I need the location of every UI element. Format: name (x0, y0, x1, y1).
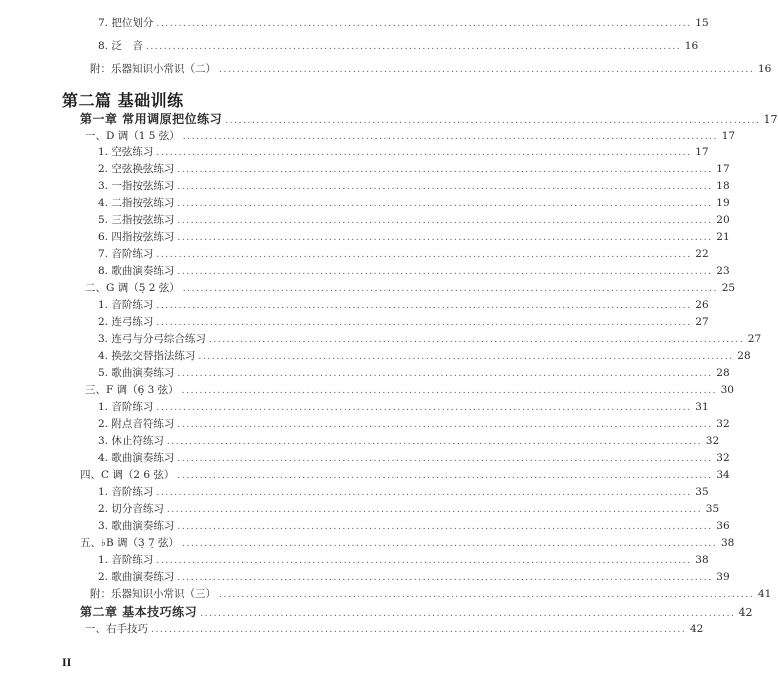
toc-page-number: 17 (763, 113, 778, 126)
toc-entry-title: 1. 空弦练习 (98, 146, 154, 158)
toc-page-number: 17 (716, 163, 730, 175)
toc-page-number: 15 (695, 17, 709, 29)
toc-entry[interactable] (98, 298, 709, 312)
toc-page-number: 26 (695, 299, 709, 311)
toc-page-number: 28 (716, 367, 730, 379)
toc-dot-leader: ........................................................................................................................ (156, 556, 692, 566)
toc-entry-title: 1. 音阶练习 (98, 554, 154, 566)
toc-page-number: 32 (716, 452, 730, 464)
toc-entry-title: 一、D 调（1 5 弦） (85, 130, 180, 142)
toc-entry-title: 7. 把位划分 (98, 17, 154, 29)
toc-dot-leader: ........................................................................................................................ (166, 505, 703, 515)
toc-entry[interactable] (98, 332, 762, 346)
toc-chapter-entry[interactable] (80, 112, 778, 126)
toc-entry-title: 7. 音阶练习 (98, 248, 154, 260)
toc-page-number: 38 (720, 537, 735, 549)
toc-dot-leader: ........................................................................................................................ (156, 19, 692, 29)
toc-dot-leader: ........................................................................................................................ (151, 625, 687, 635)
toc-dot-leader: ........................................................................................................................ (156, 148, 692, 158)
toc-entry-title: 附：乐器知识小常识（三） (90, 588, 216, 600)
toc-entry[interactable] (98, 179, 730, 193)
toc-dot-leader: ........................................................................................................................ (177, 216, 713, 226)
toc-page-number: 30 (720, 384, 734, 396)
toc-page-number: 39 (716, 571, 730, 583)
toc-entry[interactable] (80, 468, 730, 482)
toc-page-number: 32 (716, 418, 730, 430)
toc-entry-title: 1. 音阶练习 (98, 401, 154, 413)
toc-page-number: 34 (716, 469, 730, 481)
toc-dot-leader: ........................................................................................................................ (182, 284, 719, 294)
toc-entry[interactable] (98, 553, 709, 567)
toc-page-number: 35 (705, 503, 720, 515)
toc-page-number: 22 (695, 248, 709, 260)
toc-dot-leader: ........................................................................................................................ (177, 573, 713, 583)
toc-dot-leader: ........................................................................................................................ (181, 386, 717, 396)
toc-dot-leader: ........................................................................................................................ (177, 522, 713, 532)
toc-entry-title: 二、G 调（5̣ 2 弦） (85, 282, 180, 294)
toc-page-number: 35 (695, 486, 709, 498)
toc-dot-leader: ........................................................................................................................ (177, 165, 713, 175)
toc-dot-leader: ........................................................................................................................ (177, 420, 713, 430)
toc-dot-leader: ........................................................................................................................ (225, 116, 761, 126)
toc-entry[interactable] (98, 264, 730, 278)
toc-entry[interactable] (98, 196, 730, 210)
part-heading: 第二篇 基础训练 (62, 91, 184, 110)
toc-page-number: 18 (716, 180, 730, 192)
toc-entry[interactable] (98, 366, 730, 380)
toc-entry[interactable] (85, 281, 736, 295)
toc-entry-title: 四、C 调（2 6 弦） (80, 469, 175, 481)
toc-entry[interactable] (98, 451, 730, 465)
toc-entry[interactable] (98, 247, 709, 261)
toc-dot-leader: ........................................................................................................................ (198, 352, 734, 362)
toc-entry[interactable] (98, 485, 709, 499)
toc-entry-title: 3. 休止符练习 (98, 435, 164, 447)
toc-entry-title: 4. 换弦交替指法练习 (98, 350, 196, 362)
toc-page-number: 17 (721, 130, 736, 142)
toc-entry[interactable] (80, 536, 735, 550)
toc-page-number: 42 (689, 623, 704, 635)
toc-page-number: 16 (757, 63, 772, 75)
toc-dot-leader: ........................................................................................................................ (156, 301, 692, 311)
toc-dot-leader: ........................................................................................................................ (156, 250, 692, 260)
toc-entry[interactable] (98, 434, 720, 448)
toc-dot-leader: ........................................................................................................................ (145, 42, 682, 52)
toc-page-number: 41 (757, 588, 772, 600)
toc-page-number: 36 (716, 520, 730, 532)
toc-entry-title: 5. 歌曲演奏练习 (98, 367, 175, 379)
toc-entry[interactable] (98, 315, 709, 329)
toc-dot-leader: ........................................................................................................................ (177, 199, 713, 209)
toc-entry-title: 6. 四指按弦练习 (98, 231, 175, 243)
toc-entry[interactable] (98, 16, 709, 30)
toc-dot-leader: ........................................................................................................................ (177, 454, 713, 464)
toc-page-number: 27 (747, 333, 762, 345)
toc-entry[interactable] (85, 129, 736, 143)
toc-page-number: 31 (695, 401, 709, 413)
toc-entry-title: 第一章 常用调原把位练习 (80, 112, 223, 126)
toc-dot-leader: ........................................................................................................................ (182, 132, 719, 142)
toc-dot-leader: ........................................................................................................................ (156, 403, 692, 413)
toc-page-number: 16 (684, 40, 699, 52)
toc-entry-title: 第二章 基本技巧练习 (80, 605, 198, 619)
toc-entry-title: 2. 空弦换弦练习 (98, 163, 175, 175)
toc-page-number: 28 (737, 350, 751, 362)
toc-entry-title: 4. 歌曲演奏练习 (98, 452, 175, 464)
toc-page-number: 20 (716, 214, 730, 226)
toc-entry[interactable] (98, 145, 709, 159)
toc-dot-leader: ........................................................................................................................ (166, 437, 703, 447)
toc-entry-title: 一、右手技巧 (85, 623, 148, 635)
toc-page-number: 25 (721, 282, 736, 294)
toc-page-number: 42 (738, 606, 753, 619)
toc-entry-title: 2. 切分音练习 (98, 503, 164, 515)
toc-dot-leader: ........................................................................................................................ (177, 369, 713, 379)
toc-entry-title: 2. 附点音符练习 (98, 418, 175, 430)
toc-dot-leader: ........................................................................................................................ (177, 182, 713, 192)
toc-page-number: 21 (716, 231, 730, 243)
toc-entry[interactable] (85, 383, 734, 397)
toc-page-number: 19 (716, 197, 730, 209)
toc-entry[interactable] (85, 622, 704, 636)
toc-page-number: 23 (716, 265, 730, 277)
toc-dot-leader: ........................................................................................................................ (156, 318, 692, 328)
toc-dot-leader: ........................................................................................................................ (177, 267, 713, 277)
toc-entry-title: 附：乐器知识小常识（二） (90, 63, 216, 75)
toc-chapter-entry[interactable] (80, 605, 753, 619)
toc-entry-title: 1. 音阶练习 (98, 299, 154, 311)
toc-entry-title: 3. 连弓与分弓综合练习 (98, 333, 206, 345)
toc-entry-title: 2. 歌曲演奏练习 (98, 571, 175, 583)
toc-entry-title: 五、♭B 调（3̣ 7̣ 弦） (80, 537, 180, 549)
toc-entry[interactable] (98, 570, 730, 584)
toc-entry[interactable] (98, 162, 730, 176)
toc-page-number: 17 (695, 146, 709, 158)
toc-entry[interactable] (98, 519, 730, 533)
toc-entry[interactable] (98, 349, 751, 363)
toc-entry[interactable] (98, 417, 730, 431)
toc-entry-title: 5. 三指按弦练习 (98, 214, 175, 226)
toc-entry[interactable] (98, 502, 720, 516)
toc-entry[interactable] (98, 213, 730, 227)
toc-entry-title: 4. 二指按弦练习 (98, 197, 175, 209)
toc-entry-title: 三、F 调（6̣ 3 弦） (85, 384, 179, 396)
toc-entry-title: 1. 音阶练习 (98, 486, 154, 498)
toc-page-number: 27 (695, 316, 709, 328)
toc-entry[interactable] (90, 62, 772, 76)
toc-dot-leader: ........................................................................................................................ (219, 65, 755, 75)
toc-dot-leader: ........................................................................................................................ (177, 233, 713, 243)
toc-dot-leader: ........................................................................................................................ (219, 590, 755, 600)
toc-dot-leader: ........................................................................................................................ (182, 539, 718, 549)
toc-dot-leader: ........................................................................................................................ (156, 488, 692, 498)
toc-entry-title: 8. 泛 音 (98, 40, 143, 52)
toc-dot-leader: ........................................................................................................................ (200, 609, 736, 619)
toc-entry-title: 2. 连弓练习 (98, 316, 154, 328)
toc-page-number: 38 (695, 554, 709, 566)
toc-page-number: 32 (705, 435, 720, 447)
toc-dot-leader: ........................................................................................................................ (177, 471, 713, 481)
toc-entry-title: 8. 歌曲演奏练习 (98, 265, 175, 277)
toc-entry[interactable] (98, 39, 699, 53)
toc-dot-leader: ........................................................................................................................ (208, 335, 745, 345)
toc-entry[interactable] (90, 587, 772, 601)
toc-entry[interactable] (98, 230, 730, 244)
toc-entry-title: 3. 歌曲演奏练习 (98, 520, 175, 532)
toc-entry-title: 3. 一指按弦练习 (98, 180, 175, 192)
toc-entry[interactable] (98, 400, 709, 414)
page-number-footer: II (62, 655, 72, 669)
